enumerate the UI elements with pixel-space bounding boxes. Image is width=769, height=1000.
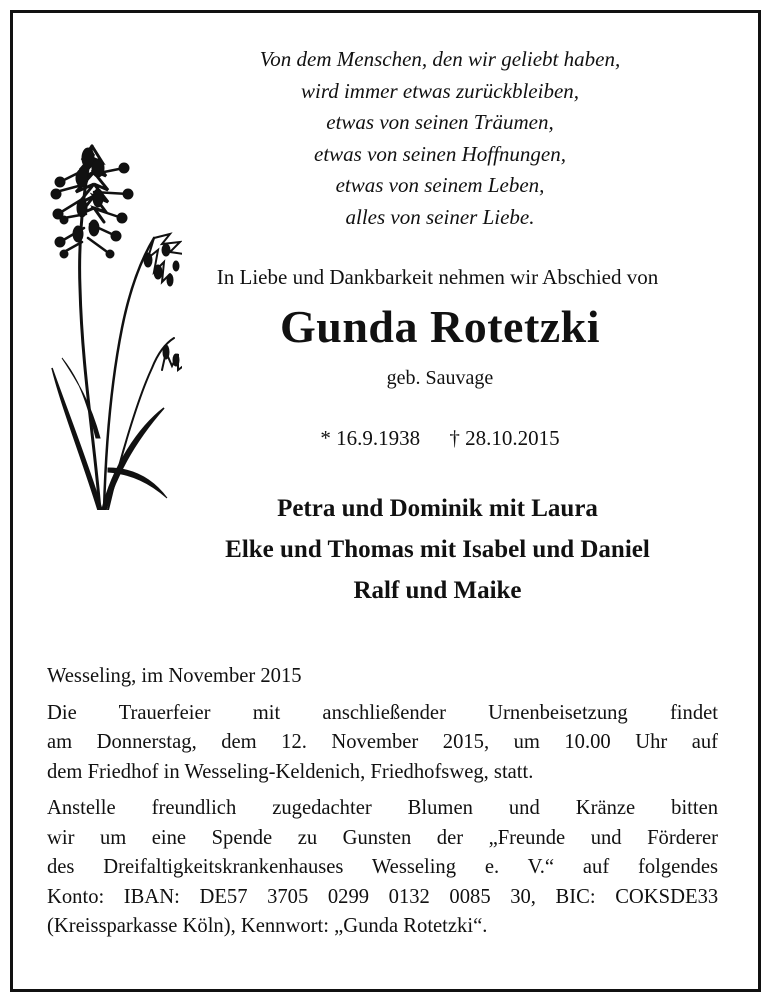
donation-line: wir um eine Spende zu Gunsten der „Freunde und Förderer xyxy=(47,826,718,849)
donation-line: des Dreifaltigkeitskrankenhauses Wesseling e. V.“ auf folgendes xyxy=(47,856,719,878)
birth-date: * 16.9.1938 xyxy=(320,426,421,450)
poem-line: etwas von seinem Leben, xyxy=(335,173,545,197)
deceased-name: Gunda Rotetzki xyxy=(279,301,601,352)
ceremony-line: Die Trauerfeier mit anschließender Urnenbeisetzung findet xyxy=(47,701,718,724)
donation-line: Konto: IBAN: DE57 3705 0299 0132 0085 30, BIC: COKSDE33 xyxy=(47,885,719,908)
ceremony-line: dem Friedhof in Wesseling-Keldenich, Friedhofsweg, statt. xyxy=(47,760,534,783)
mourner-line: Elke und Thomas mit Isabel und Daniel xyxy=(225,536,650,563)
birth-name: geb. Sauvage xyxy=(386,367,494,389)
poem-line: wird immer etwas zurückbleiben, xyxy=(300,78,580,103)
poem xyxy=(160,44,720,233)
mourner-line: Ralf und Maike xyxy=(353,577,522,604)
life-dates xyxy=(230,426,650,451)
mourner-line: Petra und Dominik mit Laura xyxy=(277,495,598,522)
donation-line: Anstelle freundlich zugedachter Blumen und Kränze bitten xyxy=(47,797,719,819)
death-date: † 28.10.2015 xyxy=(449,426,560,450)
poem-line: alles von seiner Liebe. xyxy=(345,204,535,229)
notice-body xyxy=(47,662,718,949)
farewell-intro: In Liebe und Dankbarkeit nehmen wir Abschied von xyxy=(216,265,659,289)
poem-line: etwas von seinen Hoffnungen, xyxy=(314,141,566,166)
poem-line: etwas von seinen Träumen, xyxy=(326,110,554,134)
donation-paragraph xyxy=(47,794,718,942)
donation-line: (Kreissparkasse Köln), Kennwort: „Gunda Rotetzki“. xyxy=(47,915,488,937)
mourners xyxy=(130,488,745,611)
ceremony-paragraph xyxy=(47,699,718,788)
ceremony-line: am Donnerstag, dem 12. November 2015, um 10.00 Uhr auf xyxy=(47,731,719,753)
poem-line: Von dem Menschen, den wir geliebt haben, xyxy=(259,47,621,71)
place-date: Wesseling, im November 2015 xyxy=(47,665,302,687)
